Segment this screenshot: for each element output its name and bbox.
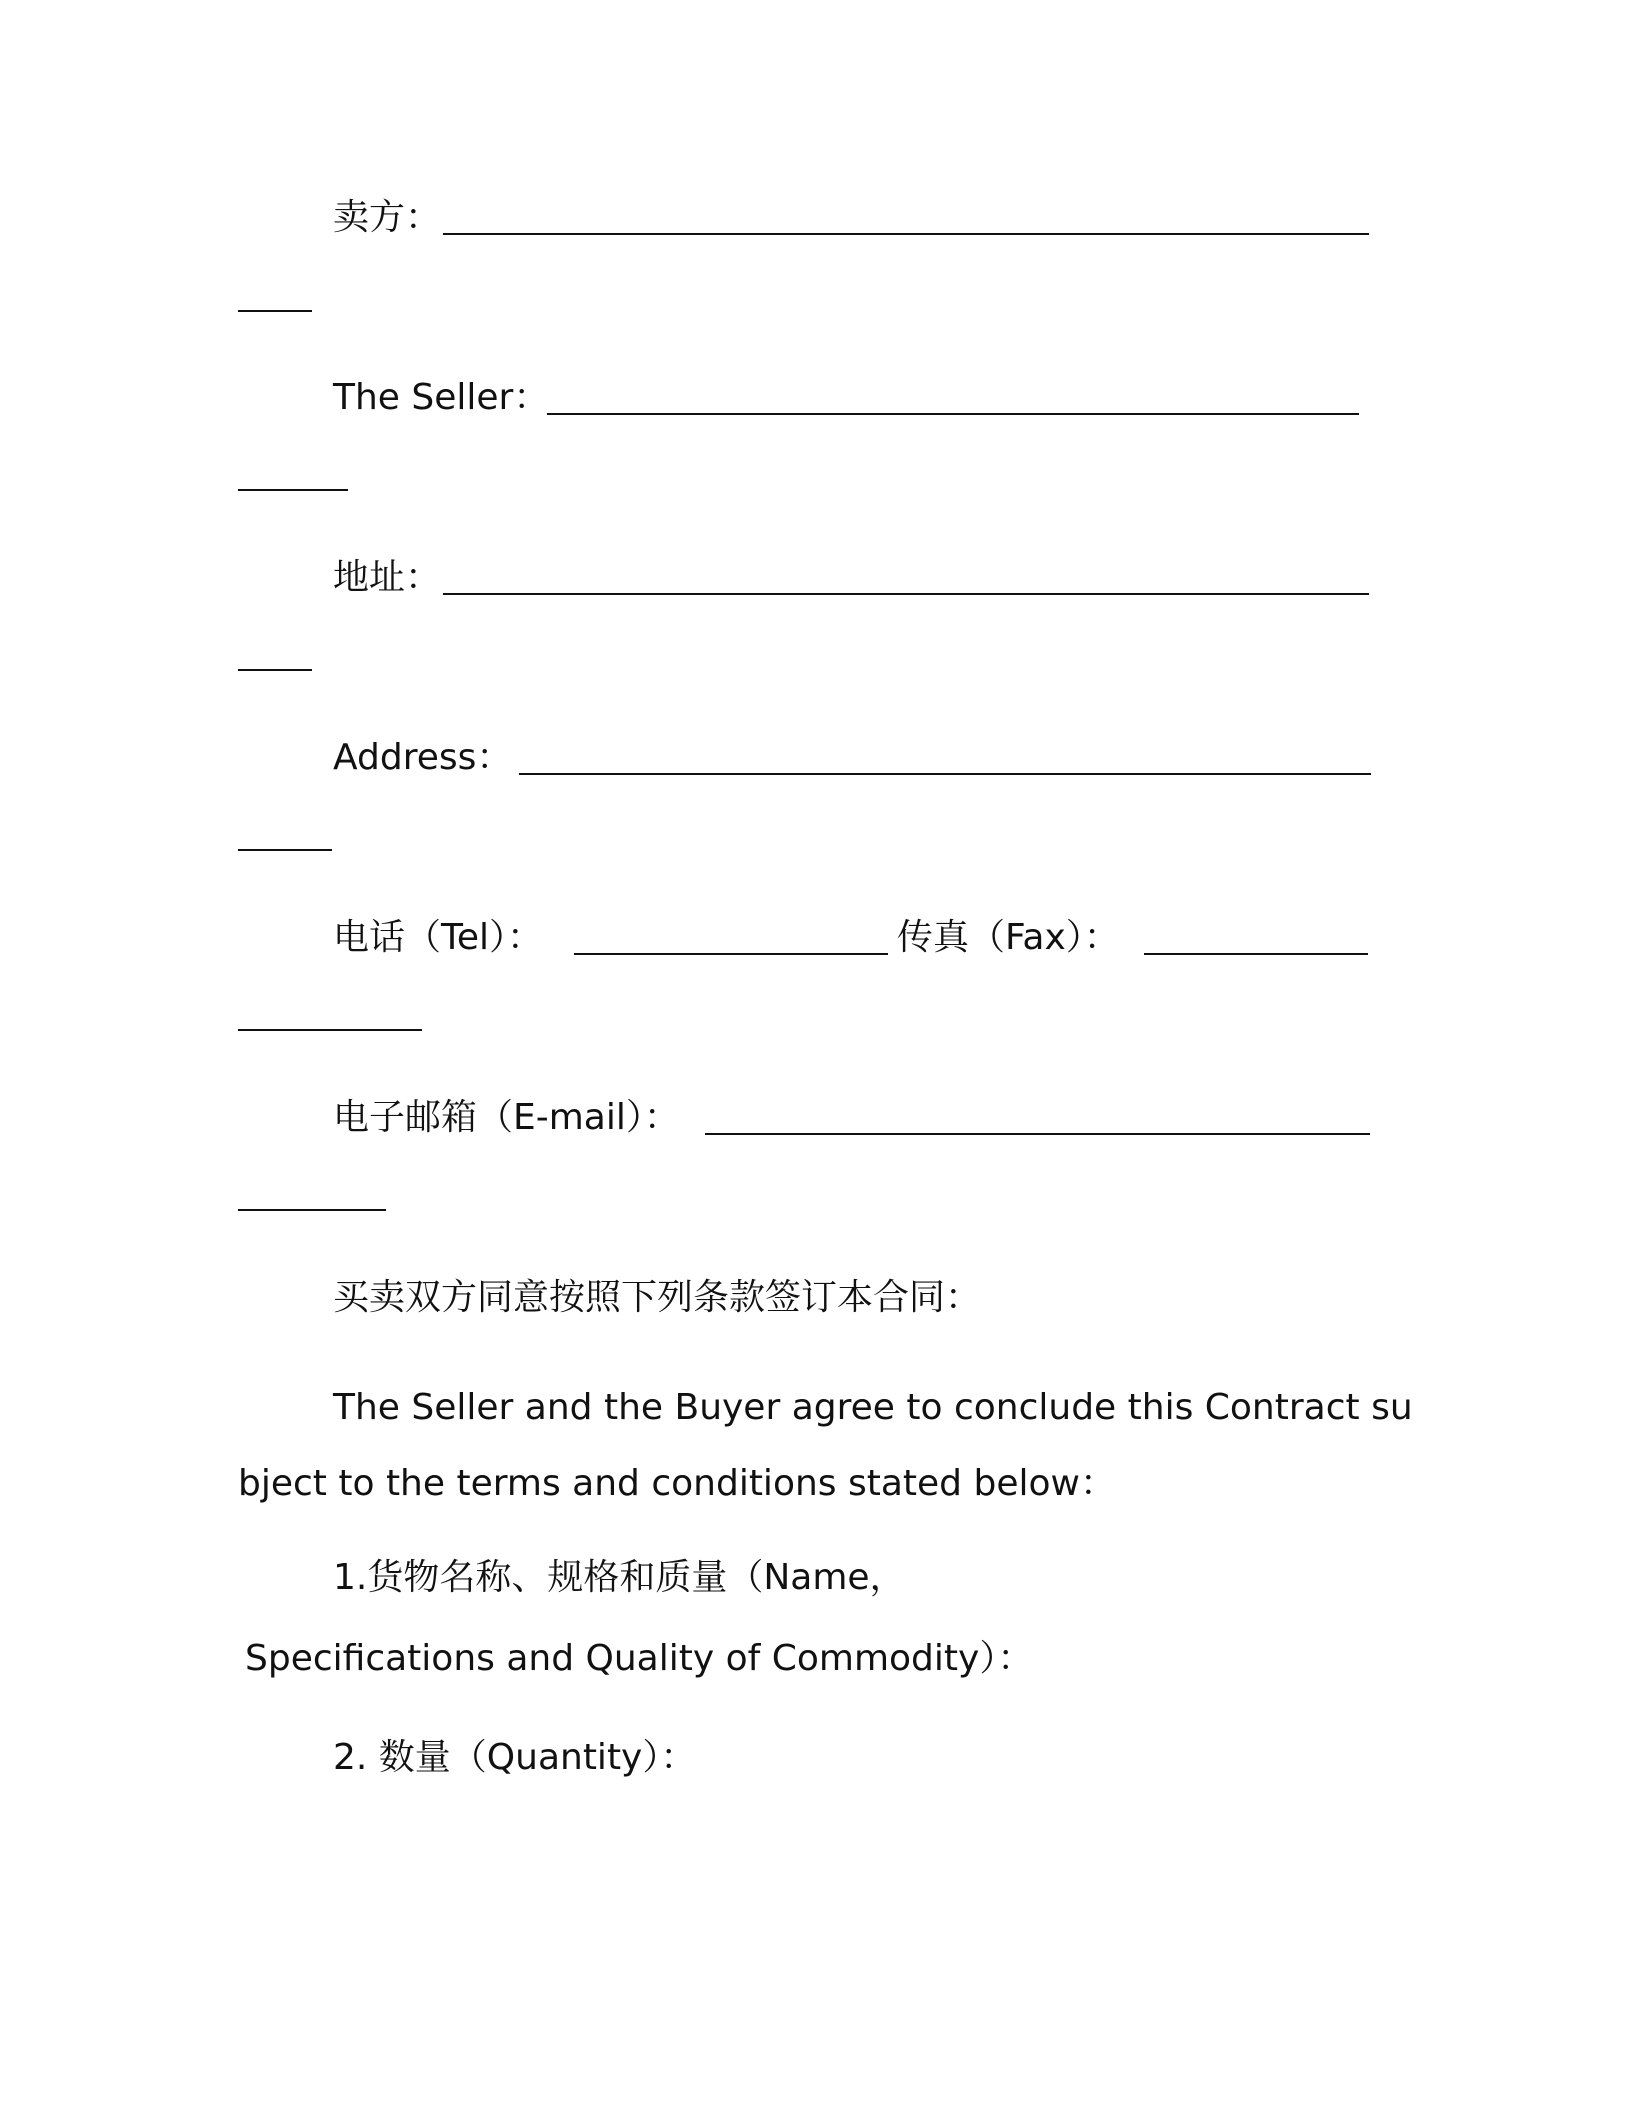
- agreement-cn-text: 买卖双方同意按照下列条款签订本合同：: [333, 1277, 982, 1318]
- fax-field-continuation: [238, 1029, 422, 1031]
- address-cn-label: 地址：: [333, 557, 442, 598]
- address-en-field-continuation: [238, 849, 332, 851]
- agreement-en-text-line1: The Seller and the Buyer agree to conclude this Contract su: [333, 1387, 1413, 1428]
- seller-en-field-continuation: [238, 489, 348, 491]
- address-cn-field-continuation: [238, 669, 312, 671]
- seller-cn-label: 卖方：: [333, 197, 442, 238]
- fax-field[interactable]: [1144, 953, 1368, 955]
- email-label: 电子邮箱（E-mail）：: [333, 1097, 680, 1138]
- email-field-continuation: [238, 1209, 386, 1211]
- address-en-field[interactable]: [519, 773, 1371, 775]
- agreement-en-text-line2: bject to the terms and conditions stated below：: [238, 1463, 1116, 1504]
- seller-en-label: The Seller：: [333, 377, 550, 418]
- address-cn-field[interactable]: [443, 593, 1369, 595]
- email-field[interactable]: [705, 1133, 1370, 1135]
- tel-field[interactable]: [574, 953, 888, 955]
- clause-1-heading-line1: 1.货物名称、规格和质量（Name，: [333, 1557, 906, 1598]
- fax-label: 传真（Fax）：: [897, 917, 1120, 958]
- seller-en-field[interactable]: [547, 413, 1359, 415]
- seller-cn-field[interactable]: [443, 233, 1369, 235]
- clause-2-heading: 2. 数量（Quantity）：: [333, 1737, 697, 1778]
- seller-cn-field-continuation: [238, 310, 312, 312]
- address-en-label: Address：: [333, 737, 513, 778]
- tel-label: 电话（Tel）：: [333, 917, 544, 958]
- clause-1-heading-line2: Specifications and Quality of Commodity）：: [245, 1638, 1034, 1679]
